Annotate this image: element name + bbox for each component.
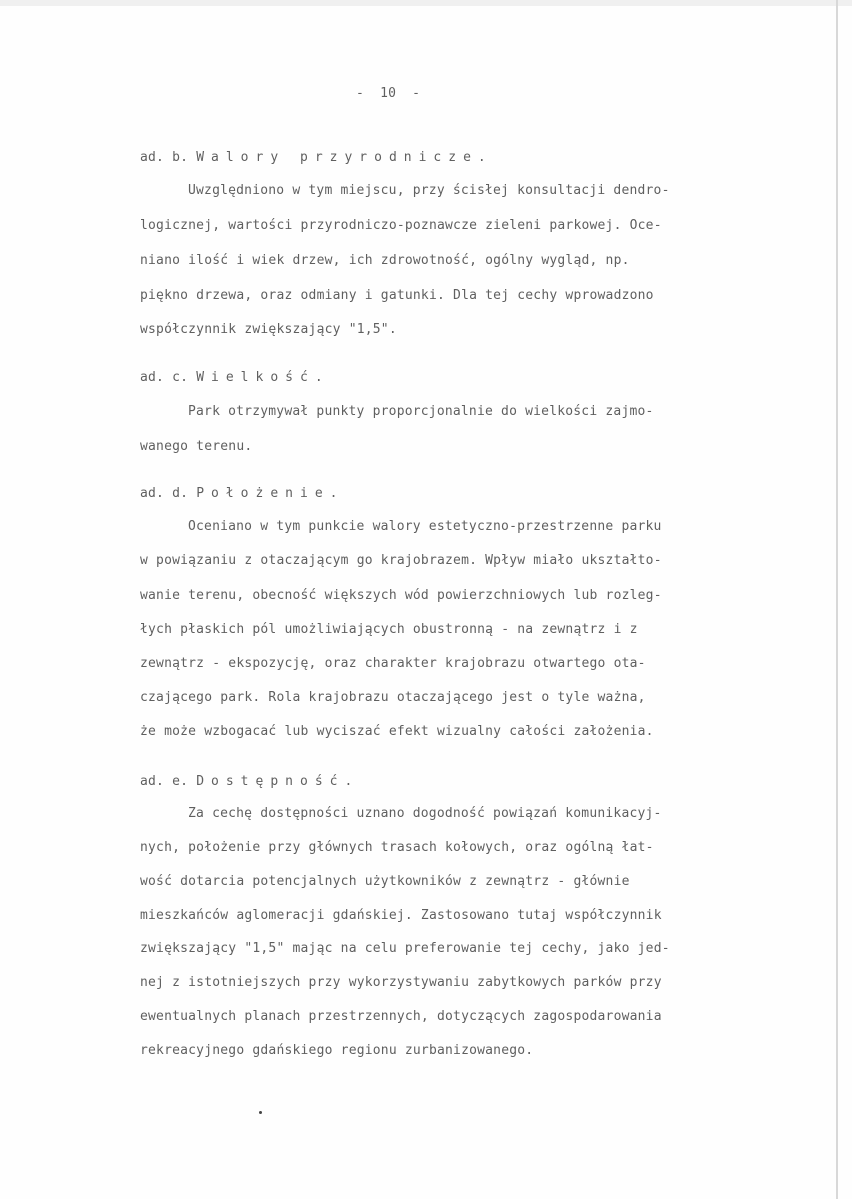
section-e-line: ewentualnych planach przestrzennych, dotyczących zagospodarowania — [140, 1009, 662, 1024]
section-b-label: ad. b. — [140, 150, 189, 165]
scan-edge — [0, 0, 852, 6]
section-e-line: zwiększający "1,5" mając na celu preferowanie tej cechy, jako jed- — [140, 941, 670, 956]
section-b-line: Uwzględniono w tym miejscu, przy ścisłej konsultacji dendro- — [188, 183, 670, 198]
section-b-heading — [140, 150, 493, 166]
section-c-line: Park otrzymywał punkty proporcjonalnie do wielkości zajmo- — [188, 404, 654, 419]
section-b-title: Walory przyrodnicze. — [196, 150, 493, 165]
section-c-line: wanego terenu. — [140, 439, 253, 454]
scan-border — [836, 0, 838, 1199]
section-d-line: w powiązaniu z otaczającym go krajobrazem. Wpływ miało ukształto- — [140, 553, 662, 568]
section-e-title: Dostępność. — [196, 774, 360, 789]
section-d-line: czającego park. Rola krajobrazu otaczającego jest o tyle ważna, — [140, 690, 646, 705]
section-e-label: ad. e. — [140, 774, 189, 789]
section-d-label: ad. d. — [140, 486, 189, 501]
section-b-line: logicznej, wartości przyrodniczo-poznawcze zieleni parkowej. Oce- — [140, 218, 662, 233]
section-d-line: Oceniano w tym punkcie walory estetyczno-przestrzenne parku — [188, 519, 662, 534]
page-number: - 10 - — [356, 86, 421, 101]
section-b-line: piękno drzewa, oraz odmiany i gatunki. Dla tej cechy wprowadzono — [140, 288, 654, 303]
section-d-line: że może wzbogacać lub wyciszać efekt wizualny całości założenia. — [140, 724, 654, 739]
section-e-line: wość dotarcia potencjalnych użytkowników z zewnątrz - głównie — [140, 874, 630, 889]
section-b-line: niano ilość i wiek drzew, ich zdrowotność, ogólny wygląd, np. — [140, 253, 630, 268]
section-e-line: mieszkańców aglomeracji gdańskiej. Zastosowano tutaj współczynnik — [140, 908, 662, 923]
ink-speck — [259, 1111, 262, 1114]
section-d-heading — [140, 486, 344, 502]
section-c-label: ad. c. — [140, 370, 189, 385]
section-d-line: wanie terenu, obecność większych wód powierzchniowych lub rozleg- — [140, 588, 662, 603]
section-e-heading — [140, 774, 359, 790]
section-c-heading — [140, 370, 330, 386]
section-e-line: rekreacyjnego gdańskiego regionu zurbanizowanego. — [140, 1043, 534, 1058]
section-e-line: nych, położenie przy głównych trasach kołowych, oraz ogólną łat- — [140, 840, 654, 855]
section-d-line: łych płaskich pól umożliwiających obustronną - na zewnątrz i z — [140, 622, 638, 637]
section-c-title: Wielkość. — [196, 370, 330, 385]
section-d-title: Położenie. — [196, 486, 345, 501]
section-d-line: zewnątrz - ekspozycję, oraz charakter krajobrazu otwartego ota- — [140, 656, 646, 671]
section-e-line: nej z istotniejszych przy wykorzystywaniu zabytkowych parków przy — [140, 975, 662, 990]
section-b-line: współczynnik zwiększający "1,5". — [140, 322, 397, 337]
section-e-line: Za cechę dostępności uznano dogodność powiązań komunikacyj- — [188, 806, 662, 821]
